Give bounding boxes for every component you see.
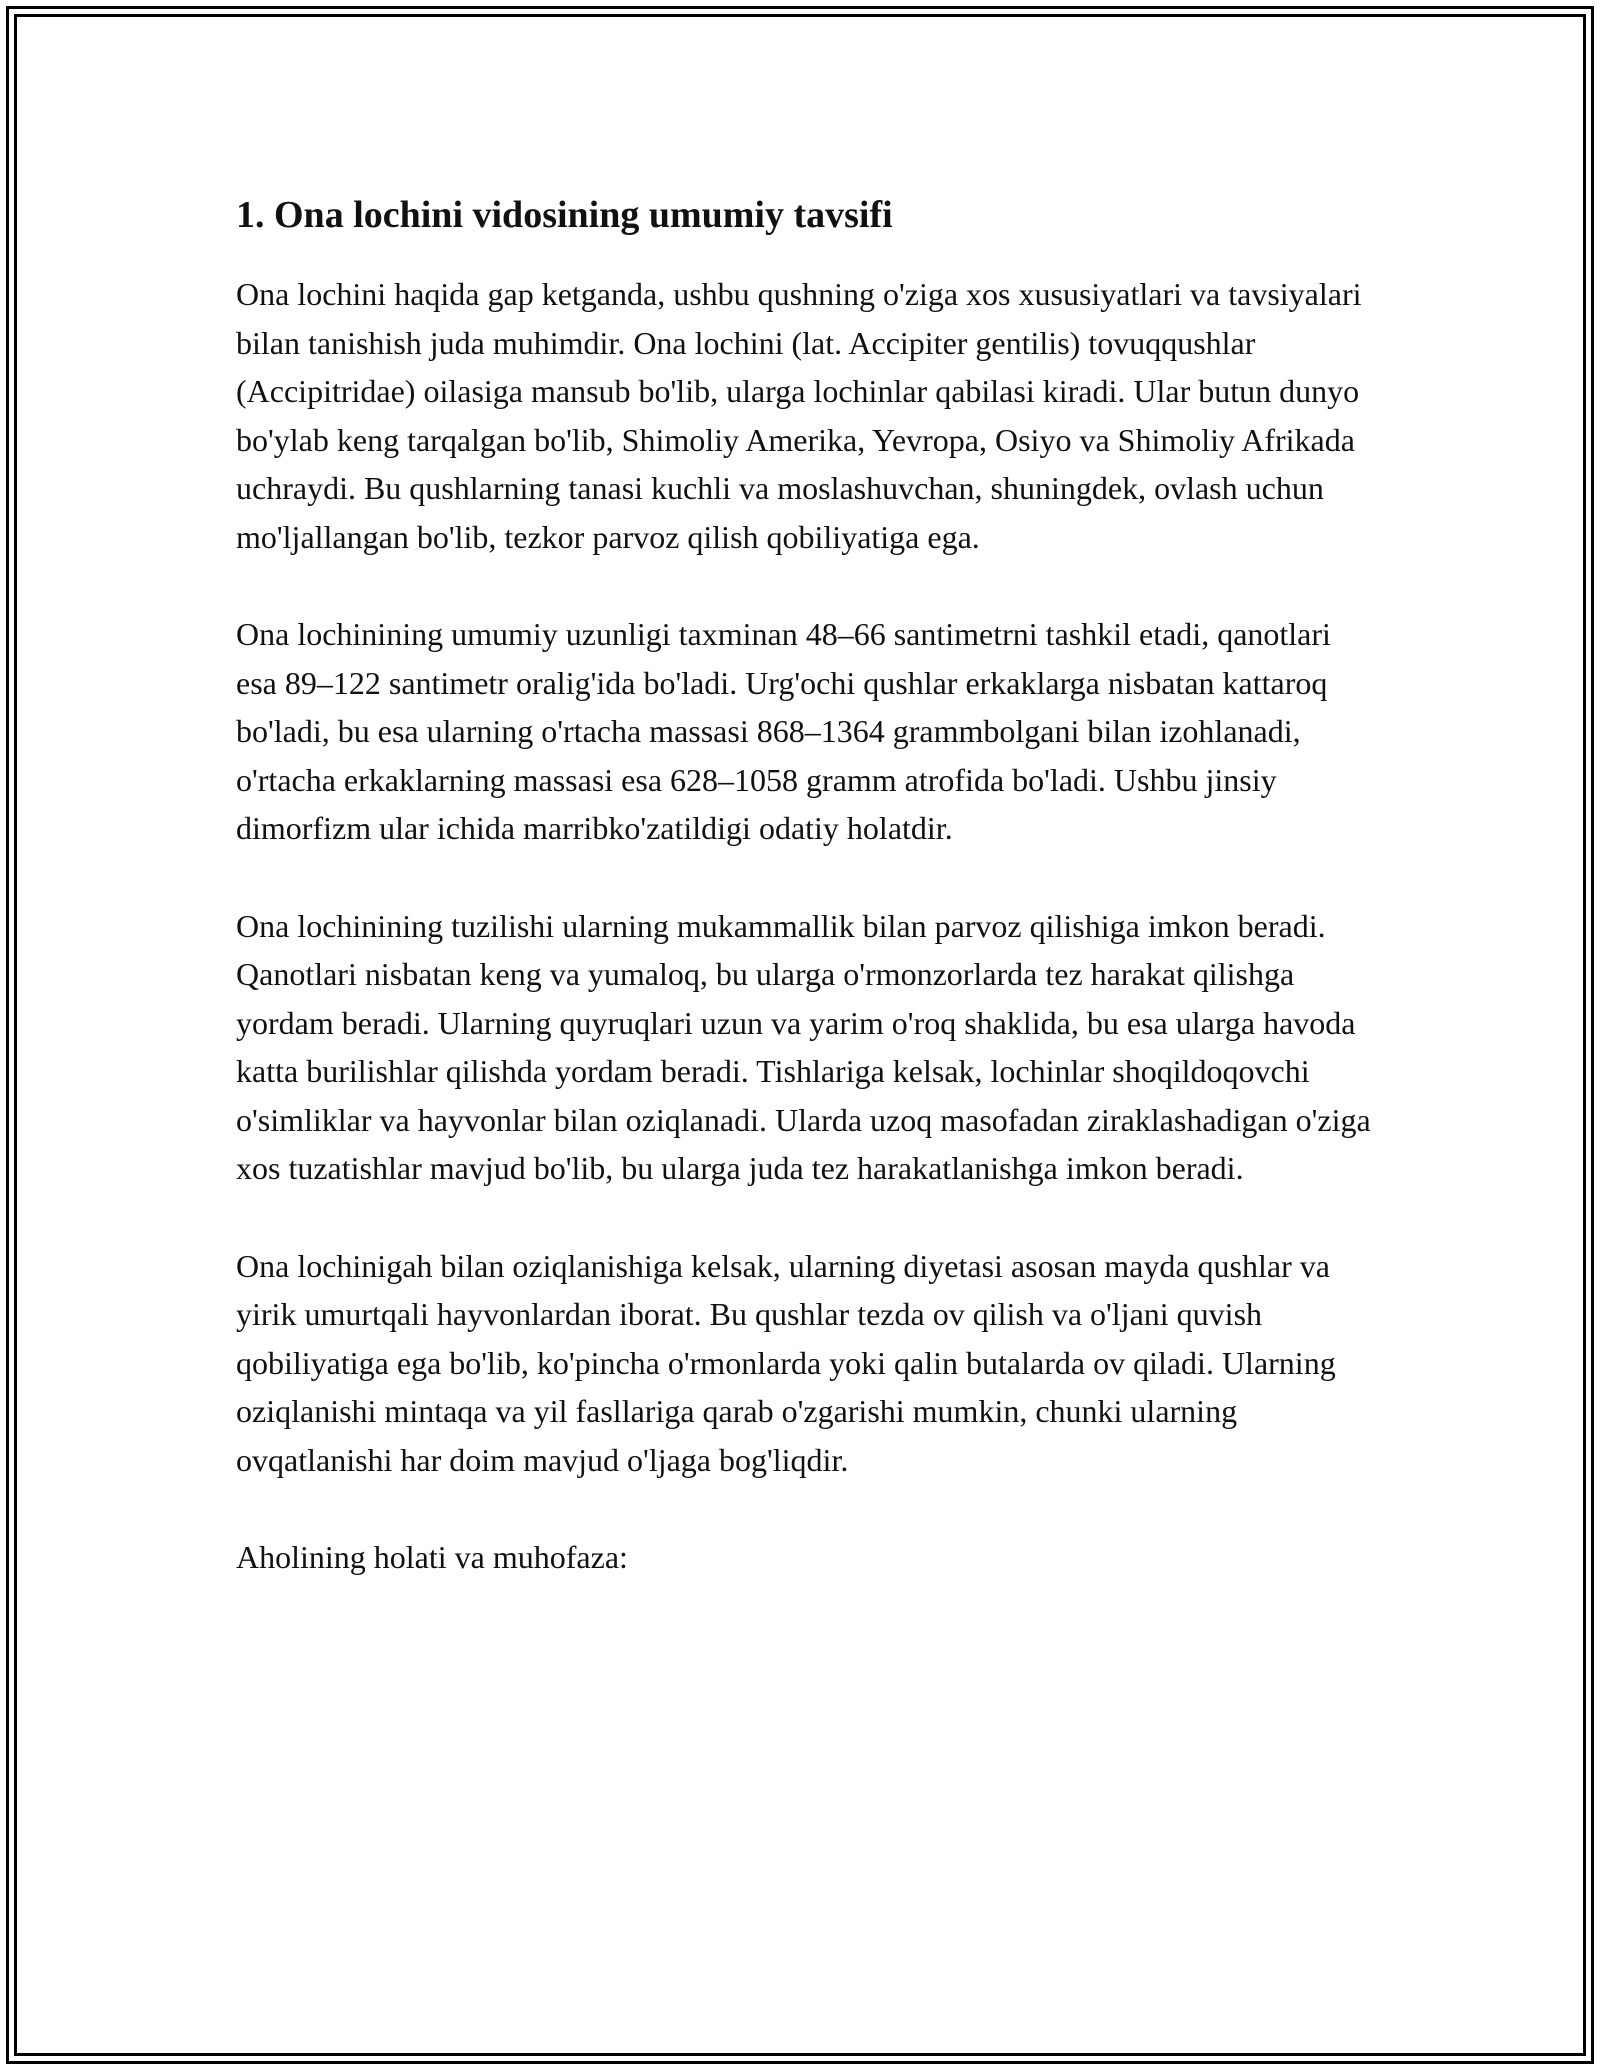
section-heading: 1. Ona lochini vidosining umumiy tavsifi <box>236 194 893 236</box>
paragraph-intro: Ona lochini haqida gap ketganda, ushbu qushning o'ziga xos xususiyatlari va tavsiyalari bilan tanishish juda muhimdir. Ona lochini (lat. Accipiter gentilis) tovuqqushlar (Accipitridae) oilasiga mansub bo'lib, ularga lochinlar qabilasi kiradi. Ular butun dunyo bo'ylab keng tarqalgan bo'lib, Shimoliy Amerika, Yevropa, Osiyo va Shimoliy Afrikada uchraydi. Bu qushlarning tanasi kuchli va moslashuvchan, shuningdek, ovlash uchun mo'ljallangan bo'lib, tezkor parvoz qilish qobiliyatiga ega. <box>236 276 1362 555</box>
paragraph-size: Ona lochinining umumiy uzunligi taxminan 48–66 santimetrni tashkil etadi, qanotlari esa 89–122 santimetr oralig'ida bo'ladi. Urg'ochi qushlar erkaklarga nisbatan kattaroq bo'ladi, bu esa ularning o'rtacha massasi 868–1364 grammbolgani bilan izohlanadi, o'rtacha erkaklarning massasi esa 628–1058 gramm atrofida bo'ladi. Ushbu jinsiy dimorfizm ular ichida marribko'zatildigi odatiy holatdir. <box>236 616 1331 846</box>
paragraph-structure: Ona lochinining tuzilishi ularning mukammallik bilan parvoz qilishiga imkon beradi. Qanotlari nisbatan keng va yumaloq, bu ularga o'rmonzorlarda tez harakat qilishga yordam beradi. Ularning quyruqlari uzun va yarim o'roq shaklida, bu esa ularga havoda katta burilishlar qilishda yordam beradi. Tishlariga kelsak, lochinlar shoqildoqovchi o'simliklar va hayvonlar bilan oziqlanadi. Ularda uzoq masofadan ziraklashadigan o'ziga xos tuzatishlar mavjud bo'lib, bu ularga juda tez harakatlanishga imkon beradi. <box>236 907 1371 1186</box>
paragraph-diet: Ona lochinigah bilan oziqlanishiga kelsak, ularning diyetasi asosan mayda qushlar va yirik umurtqali hayvonlardan iborat. Bu qushlar tezda ov qilish va o'ljani quvish qobiliyatiga ega bo'lib, ko'pincha o'rmonlarda yoki qalin butalarda ov qiladi. Ularning oziqlanishi mintaqa va yil fasllariga qarab o'zgarishi mumkin, chunki ularning ovqatlanishi har doim mavjud o'ljaga bog'liqdir. <box>236 1247 1336 1478</box>
document-body <box>236 190 1376 1582</box>
paragraph-population-heading: Aholining holati va muhofaza: <box>236 1539 628 1575</box>
